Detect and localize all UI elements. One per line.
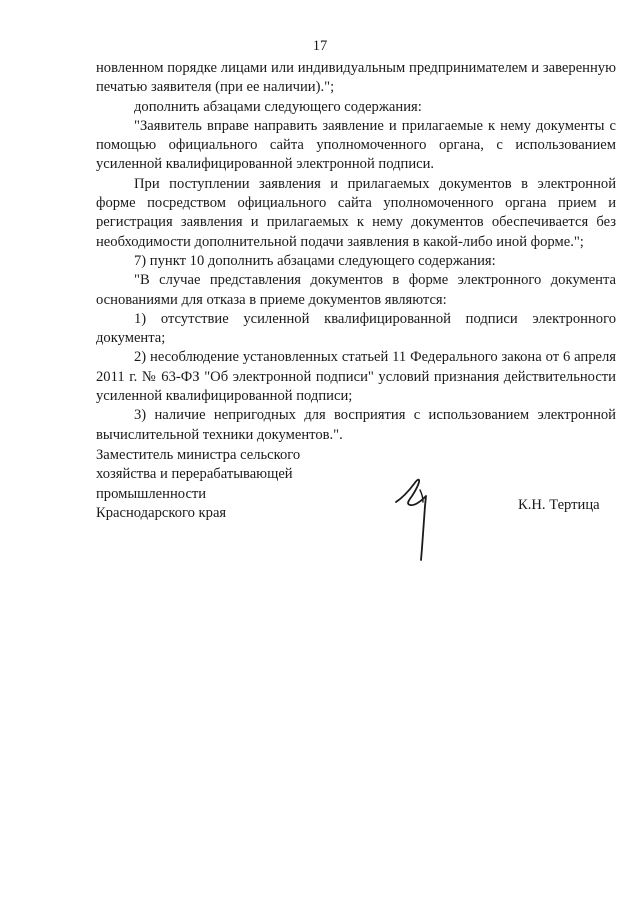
paragraph-9: 3) наличие непригодных для восприятия с использованием электронной вычислительной техники документов.". bbox=[96, 407, 616, 443]
paragraph-7: 1) отсутствие усиленной квалифицированной подписи электронного документа; bbox=[96, 310, 616, 347]
position-line-4: Краснодарского края bbox=[96, 504, 227, 521]
signer-name: К.Н. Тертица bbox=[518, 497, 600, 513]
paragraph-5: 7) пункт 10 дополнить абзацами следующего содержания: bbox=[134, 252, 496, 269]
document-body bbox=[96, 59, 616, 445]
paragraph-4: При поступлении заявления и прилагаемых документов в электронной форме посредством официального сайта уполномоченного органа прием и регистрация заявления и прилагаемых к нему документов обеспечивается без необходимости дополнительной подачи заявления в какой-либо иной форме."; bbox=[96, 175, 616, 250]
position-line-2: хозяйства и перерабатывающей bbox=[96, 466, 293, 483]
signatory-position bbox=[96, 446, 336, 523]
paragraph-6: "В случае представления документов в форме электронного документа основаниями для отказа в приеме документов являются: bbox=[96, 272, 616, 308]
paragraph-3: "Заявитель вправе направить заявление и прилагаемые к нему документы с помощью официального сайта уполномоченного органа, с использованием усиленной квалифицированной электронной подписи. bbox=[96, 117, 616, 173]
handwritten-signature-icon bbox=[392, 472, 434, 564]
paragraph-1: новленном порядке лицами или индивидуальным предпринимателем и заверенную печатью заявителя (при ее наличии)."; bbox=[96, 60, 616, 96]
paragraph-2: дополнить абзацами следующего содержания: bbox=[134, 98, 422, 115]
position-line-3: промышленности bbox=[96, 485, 207, 502]
position-line-1: Заместитель министра сельского bbox=[96, 447, 301, 463]
page-number: 17 bbox=[312, 38, 328, 54]
paragraph-8: 2) несоблюдение установленных статьей 11 Федерального закона от 6 апреля 2011 г. № 63-ФЗ "Об электронной подписи" условий признания действительности усиленной квалифицированной подписи; bbox=[96, 349, 616, 405]
